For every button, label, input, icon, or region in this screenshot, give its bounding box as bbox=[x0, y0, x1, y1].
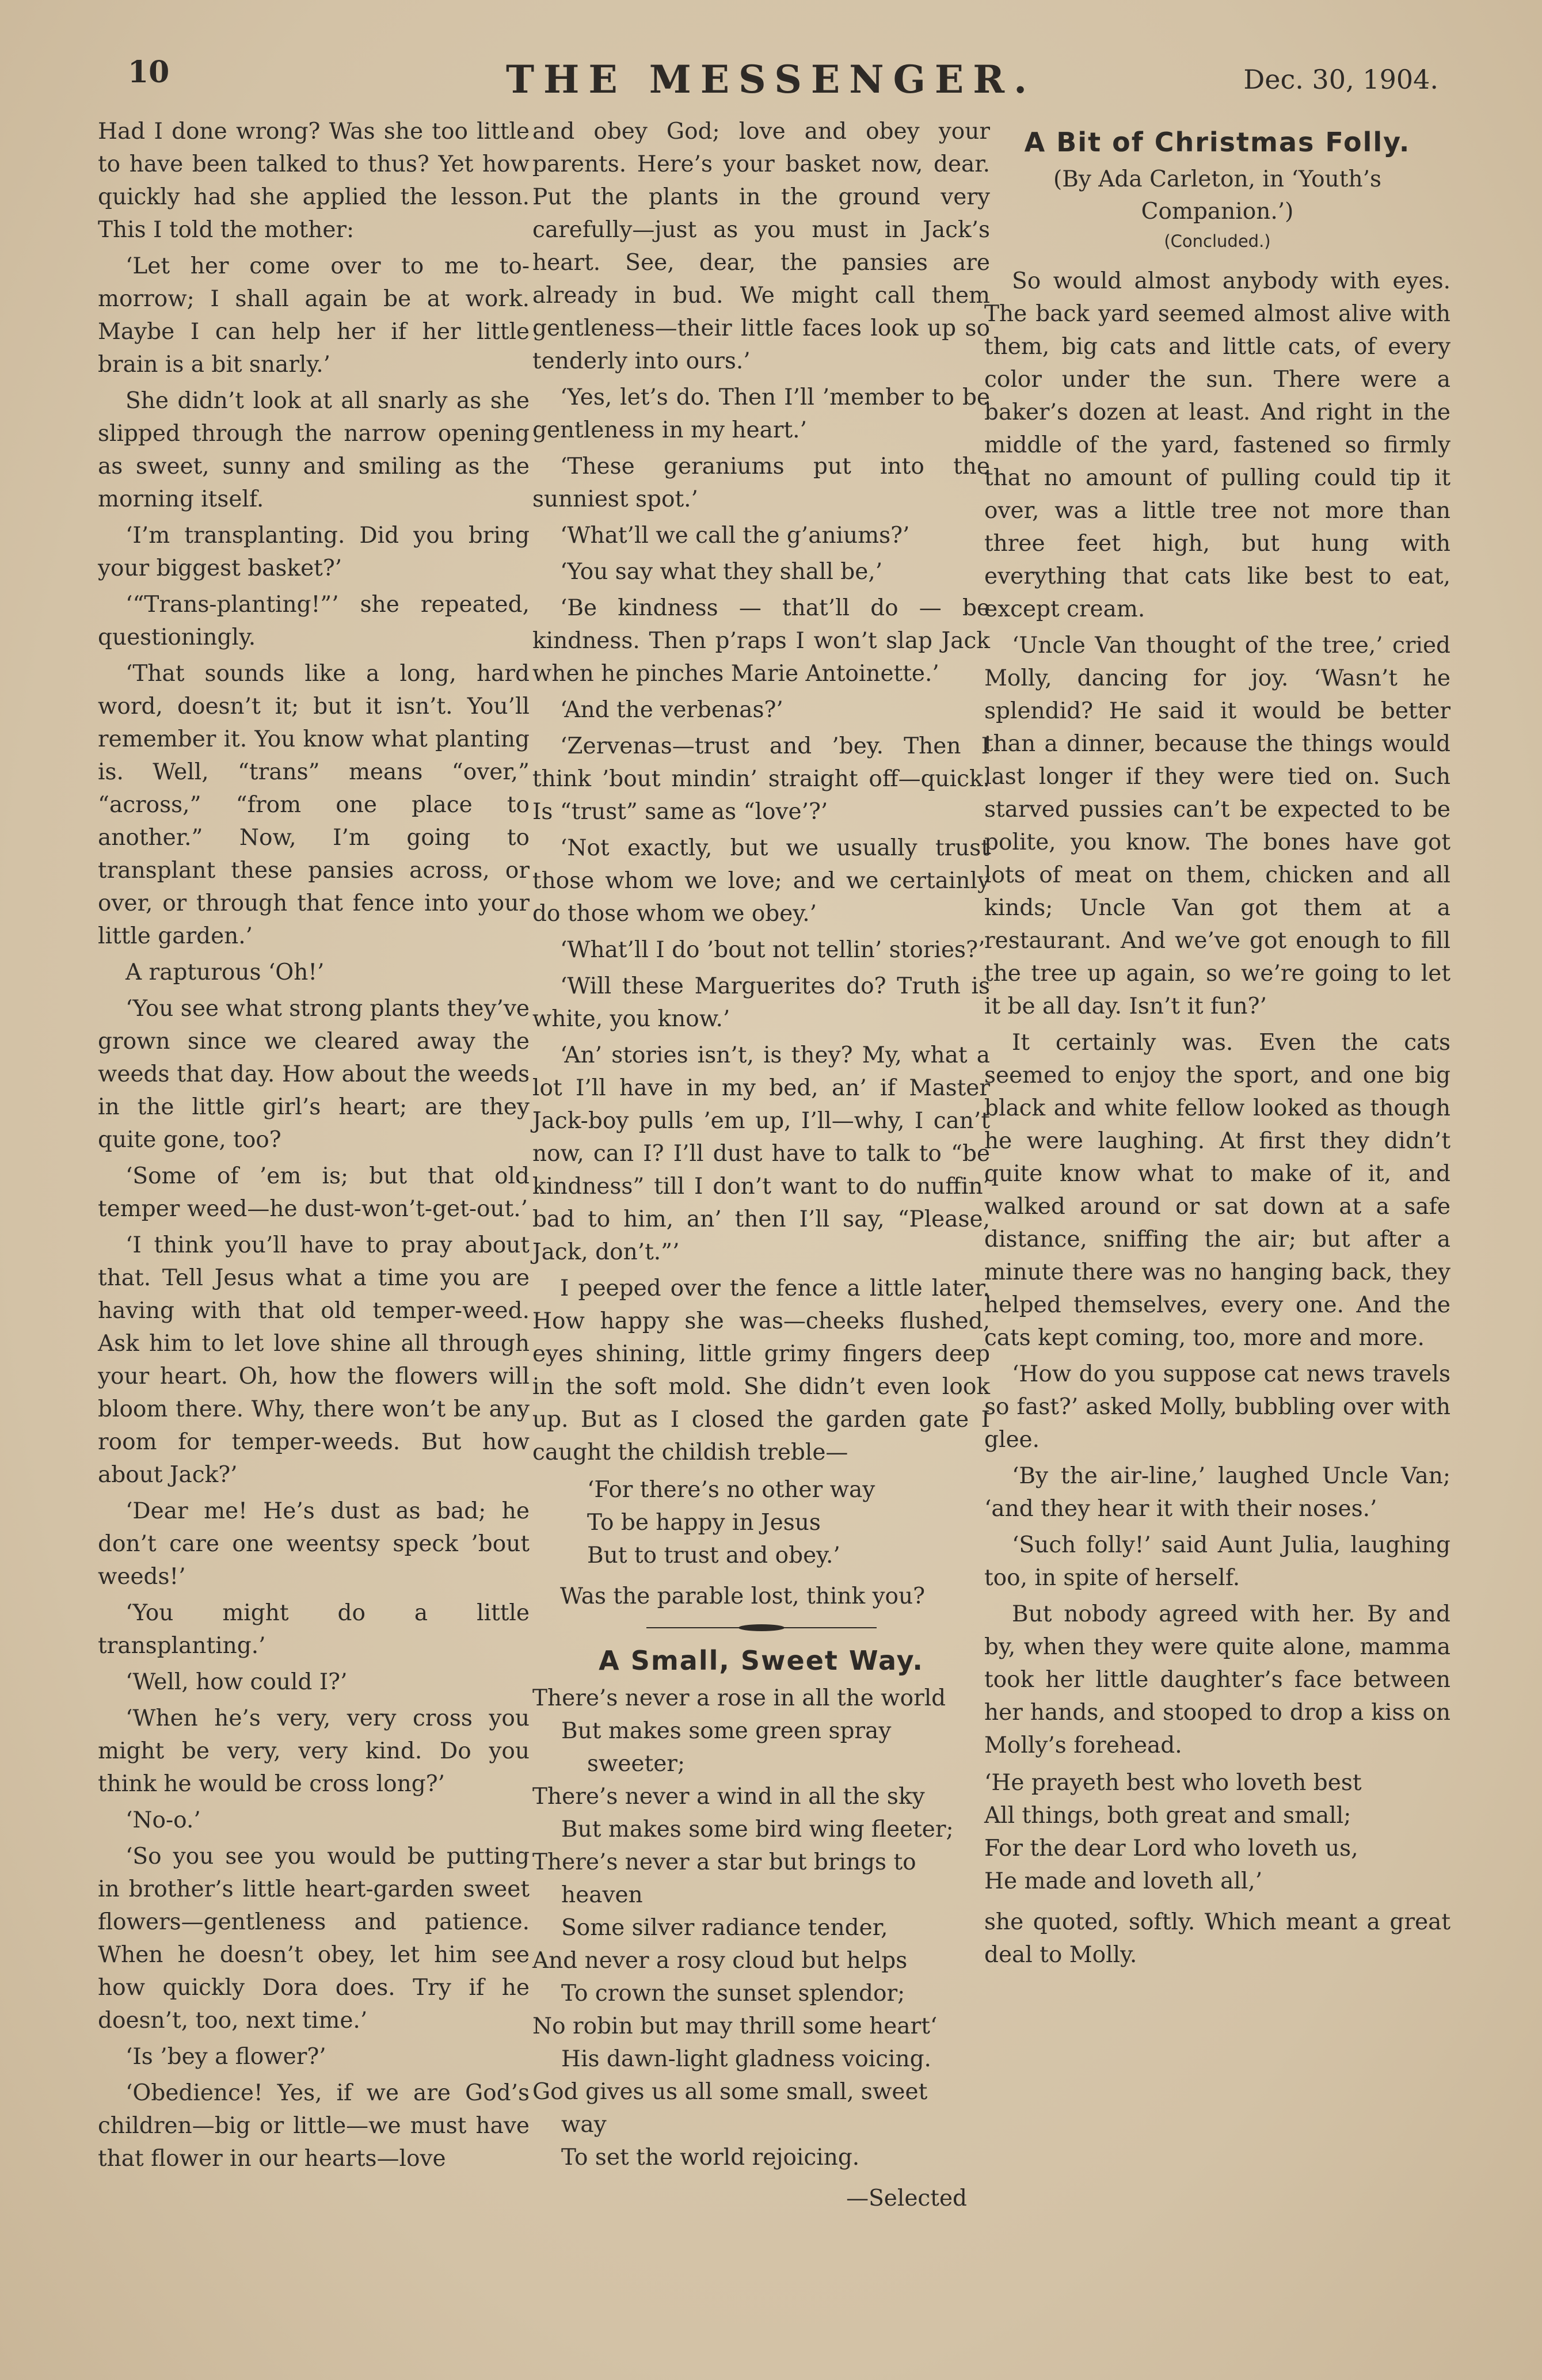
paragraph: ‘Some of ’em is; but that old temper weed—he dust-won’t-get-out.’ bbox=[98, 1163, 530, 1222]
verse-line: sweeter; bbox=[587, 1751, 686, 1777]
article-byline: (By Ada Carleton, in ‘Youth’s Companion.’) bbox=[1053, 166, 1381, 224]
paragraph: But nobody agreed with her. By and by, when they were quite alone, mamma took her little daughter’s face between her hands, and stooped to drop a kiss on Molly’s forehead. bbox=[984, 1601, 1450, 1758]
paragraph: ‘Zervenas—trust and ’bey. Then I think ’bout mindin’ straight off—quick. Is “trust” same as “love’?’ bbox=[532, 733, 990, 825]
paragraph: ‘And the verbenas?’ bbox=[560, 697, 783, 723]
poem bbox=[532, 1682, 990, 2174]
paragraph: ‘An’ stories isn’t, is they? My, what a lot I’ll have in my bed, an’ if Master Jack-boy pulls ’em up, I’ll—why, I can’t now, can I? I’ll dust have to talk to “be kindness” till I don’t want to do nuffin’ bad to him, an’ then I’ll say, “Please, Jack, don’t.”’ bbox=[532, 1042, 990, 1265]
verse-line: No robin but may thrill some heart‘ bbox=[532, 2013, 938, 2039]
paragraph: ‘Let her come over to me to-morrow; I shall again be at work. Maybe I can help her if her little brain is a bit snarly.’ bbox=[98, 253, 530, 378]
verse-line: way bbox=[561, 2112, 607, 2138]
verse-line: God gives us all some small, sweet bbox=[532, 2079, 928, 2105]
verse-line: There’s never a wind in all the sky bbox=[532, 1784, 925, 1810]
verse-line: To be happy in Jesus bbox=[587, 1510, 821, 1536]
paragraph: ‘By the air-line,’ laughed Uncle Van; ‘and they hear it with their noses.’ bbox=[984, 1463, 1450, 1522]
masthead: THE MESSENGER. bbox=[505, 57, 1037, 102]
paragraph: She didn’t look at all snarly as she slipped through the narrow opening as sweet, sunny and smiling as the morning itself. bbox=[98, 388, 530, 512]
quoted-verse bbox=[984, 1766, 1450, 1898]
page-number: 10 bbox=[128, 55, 170, 90]
paragraph: ‘That sounds like a long, hard word, doesn’t it; but it isn’t. You’ll remember it. You know what planting is. Well, “trans” means “over,” “across,” “from one place to another.” Now, I’m going to transplant these pansies across, or over, or through that fence into your little garden.’ bbox=[98, 661, 530, 949]
verse-line: To set the world rejoicing. bbox=[561, 2145, 860, 2170]
paragraph: Was the parable lost, think you? bbox=[560, 1583, 926, 1609]
paragraph: ‘So you see you would be putting in brother’s little heart-garden sweet flowers—gentleness and patience. When he doesn’t obey, let him see how quickly Dora does. Try if he doesn’t, too, next time.’ bbox=[98, 1844, 530, 2034]
column-3 bbox=[984, 115, 1450, 1975]
section-divider bbox=[641, 1622, 882, 1633]
paragraph: ‘Yes, let’s do. Then I’ll ’member to be gentleness in my heart.’ bbox=[532, 384, 990, 443]
paragraph: It certainly was. Even the cats seemed to enjoy the sport, and one big black and white fellow looked as though he were laughing. At first they didn’t quite know what to make of it, and walked around or sat down at a safe distance, sniffing the air; but after a minute there was no hanging back, they helped themselves, every one. And the cats kept coming, too, more and more. bbox=[984, 1030, 1450, 1351]
verse-line: He made and loveth all,’ bbox=[984, 1868, 1263, 1894]
verse-line: His dawn-light gladness voicing. bbox=[561, 2046, 931, 2072]
paragraph: ‘Will these Marguerites do? Truth is white, you know.’ bbox=[532, 973, 990, 1032]
paragraph: I peeped over the fence a little later. How happy she was—cheeks flushed, eyes shining, little grimy fingers deep in the soft mold. She didn’t even look up. But as I closed the garden gate I caught the childish treble— bbox=[532, 1275, 990, 1465]
paragraph: ‘You say what they shall be,’ bbox=[560, 559, 883, 585]
verse-line: There’s never a rose in all the world bbox=[532, 1685, 946, 1711]
paragraph: ‘Such folly!’ said Aunt Julia, laughing too, in spite of herself. bbox=[984, 1532, 1450, 1591]
paragraph: ‘Obedience! Yes, if we are God’s children—big or little—we must have that flower in our hearts—love bbox=[98, 2080, 530, 2172]
paragraph: and obey God; love and obey your parents. Here’s your basket now, dear. Put the plants in the ground very carefully—just as you must in Jack’s heart. See, dear, the pansies are already in bud. We might call them gentleness—their little faces look up so tenderly into ours.’ bbox=[532, 119, 990, 374]
paragraph: ‘“Trans-planting!”’ she repeated, questioningly. bbox=[98, 592, 530, 650]
paragraph: she quoted, softly. Which meant a great deal to Molly. bbox=[984, 1909, 1450, 1968]
article-title: A Bit of Christmas Folly. bbox=[1024, 127, 1411, 158]
paragraph: ‘How do you suppose cat news travels so fast?’ asked Molly, bubbling over with glee. bbox=[984, 1361, 1450, 1453]
paragraph: ‘Be kindness — that’ll do — be kindness. Then p’raps I won’t slap Jack when he pinches Marie Antoinette.’ bbox=[532, 595, 990, 687]
poem-credit: —Selected bbox=[846, 2185, 967, 2211]
verse-line: heaven bbox=[561, 1882, 643, 1908]
verse-line: There’s never a star but brings to bbox=[532, 1849, 916, 1875]
paragraph: ‘No-o.’ bbox=[125, 1807, 201, 1833]
issue-date: Dec. 30, 1904. bbox=[1243, 64, 1438, 95]
verse-line: But to trust and obey.’ bbox=[587, 1543, 840, 1568]
paragraph: ‘When he’s very, very cross you might be very, very kind. Do you think he would be cross long?’ bbox=[98, 1705, 530, 1797]
paragraph: A rapturous ‘Oh!’ bbox=[125, 959, 325, 985]
poem-title: A Small, Sweet Way. bbox=[599, 1645, 924, 1676]
paragraph: ‘You see what strong plants they’ve grown since we cleared away the weeds that day. How about the weeds in the little girl’s heart; are they quite gone, too? bbox=[98, 996, 530, 1153]
verse-line: But makes some green spray bbox=[561, 1718, 892, 1744]
verse-line: For the dear Lord who loveth us, bbox=[984, 1836, 1358, 1861]
paragraph: ‘What’ll we call the g’aniums?’ bbox=[560, 523, 910, 549]
column-2 bbox=[532, 115, 990, 2215]
verse-line: But makes some bird wing fleeter; bbox=[561, 1817, 954, 1842]
verse-line: To crown the sunset splendor; bbox=[561, 1981, 905, 2006]
verse-line: ‘For there’s no other way bbox=[587, 1477, 875, 1503]
verse-line: And never a rosy cloud but helps bbox=[532, 1948, 908, 1974]
paragraph: ‘What’ll I do ’bout not tellin’ stories?’ bbox=[560, 937, 985, 963]
verse-line: ‘He prayeth best who loveth best bbox=[984, 1770, 1362, 1796]
verse-line: Some silver radiance tender, bbox=[561, 1915, 888, 1941]
paragraph: ‘You might do a little transplanting.’ bbox=[98, 1600, 530, 1659]
paragraph: ‘Is ’bey a flower?’ bbox=[125, 2044, 326, 2070]
paragraph: ‘I think you’ll have to pray about that. Tell Jesus what a time you are having with that old temper-weed. Ask him to let love shine all through your heart. Oh, how the flowers will bloom there. Why, there won’t be any room for temper-weeds. But how about Jack?’ bbox=[98, 1232, 530, 1488]
paragraph: ‘Not exactly, but we usually trust those whom we love; and we certainly do those whom we obey.’ bbox=[532, 835, 990, 927]
verse-line: All things, both great and small; bbox=[984, 1803, 1351, 1829]
paragraph: ‘Well, how could I?’ bbox=[125, 1669, 348, 1695]
page-header bbox=[0, 55, 1542, 112]
paragraph: Had I done wrong? Was she too little to have been talked to thus? Yet how quickly had she applied the lesson. This I told the mother: bbox=[98, 119, 530, 243]
paragraph: ‘These geraniums put into the sunniest spot.’ bbox=[532, 454, 990, 512]
hymn-verse bbox=[532, 1473, 990, 1572]
paragraph: ‘Dear me! He’s dust as bad; he don’t care one weentsy speck ’bout weeds!’ bbox=[98, 1498, 530, 1590]
paragraph: ‘I’m transplanting. Did you bring your biggest basket?’ bbox=[98, 523, 530, 581]
paragraph: ‘Uncle Van thought of the tree,’ cried Molly, dancing for joy. ‘Wasn’t he splendid? He said it would be better than a dinner, because the things would last longer if they were tied on. Such starved pussies can’t be expected to be polite, you know. The bones have got lots of meat on them, chicken and all kinds; Uncle Van got them at a restaurant. And we’ve got enough to fill the tree up again, so we’re going to let it be all day. Isn’t it fun?’ bbox=[984, 633, 1450, 1019]
column-1 bbox=[98, 115, 530, 2179]
paragraph: So would almost anybody with eyes. The back yard seemed almost alive with them, big cats and little cats, of every color under the sun. There were a baker’s dozen at least. And right in the middle of the yard, fastened so firmly that no amount of pulling could tip it over, was a little tree not more than three feet high, but hung with everything that cats like best to eat, except cream. bbox=[984, 268, 1450, 622]
concluded-note: (Concluded.) bbox=[1164, 231, 1271, 251]
